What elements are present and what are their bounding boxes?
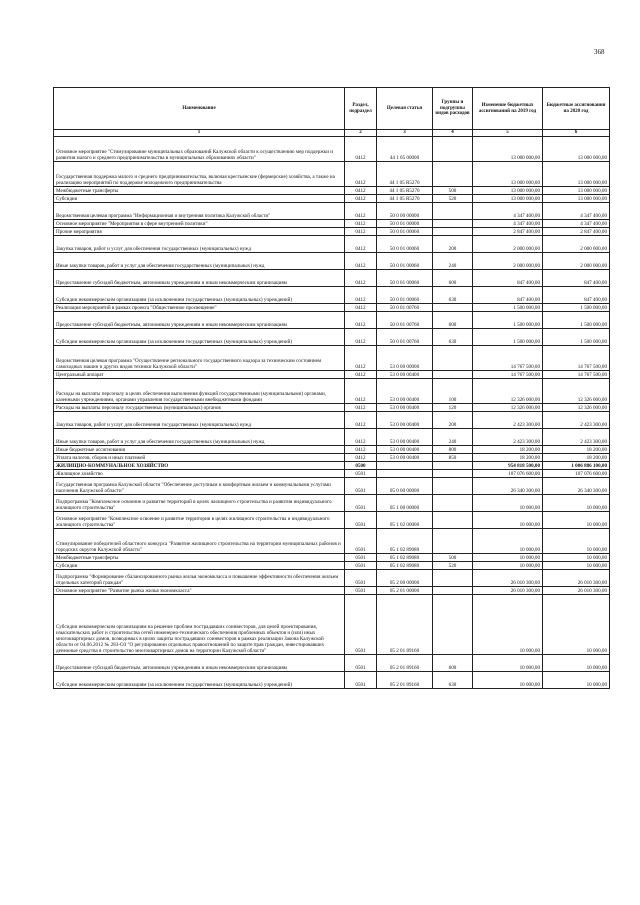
row-name: Основное мероприятие "Развитие рынка жилья экономкласса" — [54, 587, 345, 595]
row-name: Расходы на выплаты персоналу государственных (муниципальных) органов — [54, 404, 345, 412]
row-change-2019: 2 847 400,00 — [473, 228, 543, 236]
row-amount-2020: 13 000 000,00 — [543, 137, 610, 162]
row-change-2019: 10 000,00 — [473, 562, 543, 570]
row-target-article: 50 0 01 00060 — [377, 253, 433, 270]
column-number: 2 — [345, 130, 377, 137]
row-change-2019: 14 767 500,00 — [473, 371, 543, 379]
row-expense-group — [433, 462, 473, 470]
row-amount-2020: 12 326 000,00 — [543, 379, 610, 404]
row-section: 0501 — [345, 529, 377, 554]
row-change-2019: 10 000,00 — [473, 672, 543, 689]
row-expense-group: 500 — [433, 187, 473, 195]
row-section: 0501 — [345, 672, 377, 689]
row-change-2019: 2 000 000,00 — [473, 236, 543, 253]
table-body — [54, 137, 610, 689]
row-section: 0412 — [345, 220, 377, 228]
row-name: Субсидии — [54, 195, 345, 203]
table-row — [54, 137, 610, 162]
row-expense-group: 630 — [433, 329, 473, 346]
row-amount-2020: 13 000 000,00 — [543, 162, 610, 187]
row-name: Иные закупки товаров, работ и услуг для обеспечения государственных (муниципальных) нужд — [54, 253, 345, 270]
table-row — [54, 379, 610, 404]
row-change-2019: 10 000,00 — [473, 529, 543, 554]
row-amount-2020: 10 000,00 — [543, 529, 610, 554]
row-target-article: 53 0 00 00000 — [377, 346, 433, 371]
row-name: Иные бюджетные ассигнования — [54, 446, 345, 454]
row-expense-group: 120 — [433, 404, 473, 412]
row-expense-group — [433, 470, 473, 478]
row-section: 0501 — [345, 495, 377, 512]
row-name: Реализация мероприятий в рамках проекта "Общественное просвещение" — [54, 304, 345, 312]
row-change-2019: 847 400,00 — [473, 287, 543, 304]
row-name: Подпрограмма "Формирование сбалансированного рынка жилья экономкласса и повышение эффективности обеспечения жильем отдельных категорий граждан" — [54, 570, 345, 587]
row-target-article: 53 0 00 00400 — [377, 446, 433, 454]
row-change-2019: 13 000 000,00 — [473, 162, 543, 187]
row-name: Межбюджетные трансферты — [54, 554, 345, 562]
row-name: Государственная программа Калужской области "Обеспечение доступным и комфортным жильем и коммунальными услугами населения Калужской области" — [54, 478, 345, 495]
row-section: 0412 — [345, 287, 377, 304]
row-name: Предоставление субсидий бюджетным, автономным учреждениям и иным некоммерческим организациям — [54, 270, 345, 287]
table-row — [54, 312, 610, 329]
table-row — [54, 236, 610, 253]
row-expense-group — [433, 371, 473, 379]
row-amount-2020: 18 200,00 — [543, 446, 610, 454]
row-expense-group — [433, 137, 473, 162]
row-change-2019: 12 326 000,00 — [473, 404, 543, 412]
row-name: Основное мероприятие "Стимулирование муниципальных образований Калужской области к осуществлению мер поддержки и развития малого и среднего предпринимательства в муниципальных образованиях области" — [54, 137, 345, 162]
row-target-article: 53 0 00 00400 — [377, 371, 433, 379]
row-section: 0412 — [345, 270, 377, 287]
row-name: Предоставление субсидий бюджетным, автономным учреждениям и иным некоммерческим организациям — [54, 312, 345, 329]
table-row — [54, 228, 610, 236]
column-number: 3 — [377, 130, 433, 137]
row-section: 0412 — [345, 187, 377, 195]
row-target-article: 50 0 01 00060 — [377, 287, 433, 304]
row-amount-2020: 847 400,00 — [543, 287, 610, 304]
row-target-article: 53 0 00 00400 — [377, 454, 433, 462]
row-section: 0412 — [345, 346, 377, 371]
row-expense-group — [433, 587, 473, 595]
row-target-article: 50 0 01 00760 — [377, 312, 433, 329]
row-expense-group — [433, 595, 473, 655]
row-section: 0412 — [345, 304, 377, 312]
header-section: Раздел, подраздел — [345, 88, 377, 130]
row-section: 0412 — [345, 379, 377, 404]
row-name: Основное мероприятие "Мероприятия в сфере внутренней политики" — [54, 220, 345, 228]
table-row — [54, 253, 610, 270]
row-target-article: 05 1 02 89080 — [377, 562, 433, 570]
row-name: Центральный аппарат — [54, 371, 345, 379]
row-name: Иные закупки товаров, работ и услуг для обеспечения государственных (муниципальных) нужд — [54, 429, 345, 446]
table-row — [54, 220, 610, 228]
row-expense-group — [433, 570, 473, 587]
row-target-article: 44 1 05 R5270 — [377, 187, 433, 195]
row-section: 0412 — [345, 454, 377, 462]
row-name: Жилищное хозяйство — [54, 470, 345, 478]
row-amount-2020: 2 423 300,00 — [543, 412, 610, 429]
row-change-2019: 2 423 300,00 — [473, 412, 543, 429]
row-amount-2020: 2 847 400,00 — [543, 228, 610, 236]
table-row — [54, 404, 610, 412]
row-amount-2020: 847 400,00 — [543, 270, 610, 287]
column-number: 4 — [433, 130, 473, 137]
row-name: Ведомственная целевая программа "Информационная и внутренняя политика Калужской области" — [54, 203, 345, 220]
row-target-article — [377, 462, 433, 470]
row-expense-group: 600 — [433, 270, 473, 287]
table-row — [54, 346, 610, 371]
table-row — [54, 329, 610, 346]
table-row — [54, 570, 610, 587]
row-target-article: 44 1 05 R5270 — [377, 162, 433, 187]
row-name: Субсидии некоммерческим организациям на решение проблем пострадавших соинвесторов, для целей проектирования, изыскательских работ и строительства сетей инженерно-технического обеспечения проблемных объектов и (или) иных многоквартирных домов, возводимых в целях защиты пострадавших соинвесторов в рамках реализации Закона Калужской области от 04.06.2012 № 283-ОЗ "О регулировании отдельных правоотношений по защите прав граждан, инвестировавших денежные средства в строительство многоквартирных домов на территории Калужской области" — [54, 595, 345, 655]
table-row — [54, 187, 610, 195]
table-row — [54, 672, 610, 689]
row-target-article: 05 2 01 89160 — [377, 595, 433, 655]
row-expense-group: 200 — [433, 236, 473, 253]
row-amount-2020: 4 347 400,00 — [543, 220, 610, 228]
row-section: 0412 — [345, 371, 377, 379]
row-change-2019: 2 423 300,00 — [473, 429, 543, 446]
row-amount-2020: 1 500 000,00 — [543, 329, 610, 346]
row-expense-group: 800 — [433, 446, 473, 454]
row-section: 0412 — [345, 412, 377, 429]
row-name: Подпрограмма "Комплексное освоение и развитие территорий в целях жилищного строительства и развития индивидуального жилищного строительства" — [54, 495, 345, 512]
row-amount-2020: 4 347 400,00 — [543, 203, 610, 220]
row-amount-2020: 1 500 000,00 — [543, 304, 610, 312]
row-change-2019: 10 000,00 — [473, 495, 543, 512]
row-section: 0412 — [345, 228, 377, 236]
page-number: 368 — [594, 48, 605, 56]
table-row — [54, 529, 610, 554]
row-amount-2020: 10 000,00 — [543, 512, 610, 529]
column-number-row — [54, 130, 610, 137]
row-name: Расходы на выплаты персоналу в целях обеспечения выполнения функций государственными (муниципальными) органами, казенными учреждениями, органами управления государственными внебюджетными фондами — [54, 379, 345, 404]
table-row — [54, 562, 610, 570]
row-expense-group: 200 — [433, 412, 473, 429]
row-expense-group: 600 — [433, 655, 473, 672]
row-change-2019: 12 326 000,00 — [473, 379, 543, 404]
table-row — [54, 270, 610, 287]
row-target-article: 05 2 01 89160 — [377, 672, 433, 689]
row-section: 0412 — [345, 137, 377, 162]
row-name: Субсидии — [54, 562, 345, 570]
row-target-article: 50 0 01 00000 — [377, 220, 433, 228]
row-section: 0412 — [345, 162, 377, 187]
table-row — [54, 195, 610, 203]
row-target-article: 50 0 00 00000 — [377, 203, 433, 220]
row-expense-group — [433, 529, 473, 554]
row-name: Уплата налогов, сборов и иных платежей — [54, 454, 345, 462]
row-name: Субсидии некоммерческим организациям (за исключением государственных (муниципальных) учреждений) — [54, 672, 345, 689]
row-amount-2020: 1 500 000,00 — [543, 312, 610, 329]
row-amount-2020: 13 000 000,00 — [543, 187, 610, 195]
row-target-article: 05 2 01 89160 — [377, 655, 433, 672]
row-expense-group — [433, 478, 473, 495]
row-change-2019: 1 500 000,00 — [473, 304, 543, 312]
row-target-article: 05 1 02 89080 — [377, 529, 433, 554]
row-change-2019: 107 076 600,00 — [473, 470, 543, 478]
table-row — [54, 554, 610, 562]
row-target-article: 05 2 00 00000 — [377, 570, 433, 587]
row-name: Субсидии некоммерческим организациям (за исключением государственных (муниципальных) учреждений) — [54, 329, 345, 346]
row-change-2019: 847 400,00 — [473, 270, 543, 287]
row-change-2019: 4 347 400,00 — [473, 203, 543, 220]
row-expense-group — [433, 228, 473, 236]
row-target-article: 05 1 00 00000 — [377, 495, 433, 512]
row-expense-group — [433, 346, 473, 371]
row-expense-group: 600 — [433, 312, 473, 329]
table-row — [54, 462, 610, 470]
row-name: ЖИЛИЩНО-КОММУНАЛЬНОЕ ХОЗЯЙСТВО — [54, 462, 345, 470]
row-section: 0412 — [345, 404, 377, 412]
row-target-article: 50 0 01 00760 — [377, 329, 433, 346]
row-target-article: 05 2 01 00000 — [377, 587, 433, 595]
row-change-2019: 13 000 000,00 — [473, 137, 543, 162]
row-change-2019: 10 000,00 — [473, 554, 543, 562]
row-section: 0501 — [345, 587, 377, 595]
column-number: 5 — [473, 130, 543, 137]
row-change-2019: 1 500 000,00 — [473, 312, 543, 329]
table-row — [54, 429, 610, 446]
row-expense-group: 520 — [433, 195, 473, 203]
row-amount-2020: 26 010 300,00 — [543, 570, 610, 587]
row-name: Предоставление субсидий бюджетным, автономным учреждениям и иным некоммерческим организациям — [54, 655, 345, 672]
row-target-article: 05 1 02 89080 — [377, 554, 433, 562]
row-expense-group: 500 — [433, 554, 473, 562]
row-section: 0501 — [345, 562, 377, 570]
row-section: 0412 — [345, 312, 377, 329]
row-target-article: 50 0 01 00060 — [377, 270, 433, 287]
row-amount-2020: 10 000,00 — [543, 554, 610, 562]
header-group: Группы и подгруппы видов расходов — [433, 88, 473, 130]
table-row — [54, 470, 610, 478]
row-name: Стимулирование победителей областного конкурса "Развитие жилищного строительства на территории муниципальных районов и городских округов Калужской области" — [54, 529, 345, 554]
table-row — [54, 512, 610, 529]
row-target-article: 44 1 05 00000 — [377, 137, 433, 162]
row-section: 0412 — [345, 236, 377, 253]
row-name: Закупка товаров, работ и услуг для обеспечения государственных (муниципальных) нужд — [54, 236, 345, 253]
header-target: Целевая статья — [377, 88, 433, 130]
row-target-article: 50 0 01 00060 — [377, 228, 433, 236]
row-section: 0501 — [345, 655, 377, 672]
row-amount-2020: 26 010 300,00 — [543, 587, 610, 595]
table-row — [54, 371, 610, 379]
column-number: 6 — [543, 130, 610, 137]
header-change: Изменение бюджетных ассигнований на 2019 год — [473, 88, 543, 130]
table-row — [54, 595, 610, 655]
row-amount-2020: 2 000 000,00 — [543, 253, 610, 270]
table-row — [54, 495, 610, 512]
row-section: 0501 — [345, 478, 377, 495]
row-section: 0501 — [345, 570, 377, 587]
row-target-article: 05 0 00 00000 — [377, 478, 433, 495]
row-target-article — [377, 470, 433, 478]
row-amount-2020: 10 000,00 — [543, 495, 610, 512]
row-change-2019: 18 200,00 — [473, 446, 543, 454]
row-change-2019: 26 010 300,00 — [473, 570, 543, 587]
row-expense-group: 630 — [433, 287, 473, 304]
table-row — [54, 478, 610, 495]
row-change-2019: 2 000 000,00 — [473, 253, 543, 270]
row-amount-2020: 107 076 600,00 — [543, 470, 610, 478]
row-section: 0412 — [345, 446, 377, 454]
table-row — [54, 587, 610, 595]
row-expense-group — [433, 203, 473, 220]
row-section: 0501 — [345, 470, 377, 478]
row-expense-group — [433, 304, 473, 312]
row-expense-group: 240 — [433, 253, 473, 270]
row-amount-2020: 10 000,00 — [543, 655, 610, 672]
row-section: 0501 — [345, 512, 377, 529]
row-expense-group — [433, 220, 473, 228]
row-change-2019: 4 347 400,00 — [473, 220, 543, 228]
row-amount-2020: 2 423 300,00 — [543, 429, 610, 446]
row-change-2019: 26 010 300,00 — [473, 587, 543, 595]
row-name: Ведомственная целевая программа "Осуществление регионального государственного надзора за техническим состоянием самоходных машин и других видов техники Калужской области" — [54, 346, 345, 371]
row-amount-2020: 26 340 300,00 — [543, 478, 610, 495]
row-target-article: 53 0 00 00400 — [377, 429, 433, 446]
row-change-2019: 14 767 500,00 — [473, 346, 543, 371]
row-change-2019: 1 500 000,00 — [473, 329, 543, 346]
row-expense-group: 520 — [433, 562, 473, 570]
row-amount-2020: 12 326 000,00 — [543, 404, 610, 412]
row-section: 0412 — [345, 253, 377, 270]
row-name: Межбюджетные трансферты — [54, 187, 345, 195]
row-name: Закупка товаров, работ и услуг для обеспечения государственных (муниципальных) нужд — [54, 412, 345, 429]
row-change-2019: 26 340 300,00 — [473, 478, 543, 495]
row-target-article: 53 0 00 00400 — [377, 412, 433, 429]
row-section: 0501 — [345, 595, 377, 655]
table-row — [54, 454, 610, 462]
row-target-article: 53 0 00 00400 — [377, 379, 433, 404]
row-change-2019: 10 000,00 — [473, 512, 543, 529]
row-amount-2020: 13 000 000,00 — [543, 195, 610, 203]
row-amount-2020: 10 000,00 — [543, 595, 610, 655]
row-name: Основное мероприятие "Комплексное освоение и развитие территории в целях жилищного строительства и индивидуального жилищного строительства" — [54, 512, 345, 529]
row-amount-2020: 14 767 500,00 — [543, 346, 610, 371]
table-row — [54, 304, 610, 312]
row-section: 0412 — [345, 329, 377, 346]
row-target-article: 44 1 05 R5270 — [377, 195, 433, 203]
table-header-row — [54, 88, 610, 130]
row-expense-group: 630 — [433, 672, 473, 689]
budget-table — [53, 87, 610, 689]
row-expense-group — [433, 162, 473, 187]
row-amount-2020: 18 200,00 — [543, 454, 610, 462]
header-amount: Бюджетные ассигнования на 2020 год — [543, 88, 610, 130]
row-change-2019: 10 000,00 — [473, 595, 543, 655]
row-target-article: 05 1 02 00000 — [377, 512, 433, 529]
row-change-2019: 10 000,00 — [473, 655, 543, 672]
row-change-2019: 954 818 500,00 — [473, 462, 543, 470]
row-name: Государственная поддержка малого и среднего предпринимательства, включая крестьянские (фермерские) хозяйства, а также на реализацию мероприятий по поддержке молодежного предпринимательства — [54, 162, 345, 187]
row-expense-group: 100 — [433, 379, 473, 404]
table-row — [54, 287, 610, 304]
row-target-article: 50 0 01 00060 — [377, 236, 433, 253]
row-amount-2020: 10 000,00 — [543, 562, 610, 570]
table-row — [54, 162, 610, 187]
row-change-2019: 13 000 000,00 — [473, 187, 543, 195]
row-amount-2020: 2 000 000,00 — [543, 236, 610, 253]
row-amount-2020: 10 000,00 — [543, 672, 610, 689]
table-row — [54, 412, 610, 429]
header-name: Наименование — [54, 88, 345, 130]
row-section: 0412 — [345, 429, 377, 446]
row-amount-2020: 14 767 500,00 — [543, 371, 610, 379]
row-target-article: 53 0 00 00400 — [377, 404, 433, 412]
row-expense-group — [433, 495, 473, 512]
table-row — [54, 655, 610, 672]
row-section: 0412 — [345, 195, 377, 203]
row-expense-group: 240 — [433, 429, 473, 446]
row-expense-group: 850 — [433, 454, 473, 462]
table-row — [54, 446, 610, 454]
row-expense-group — [433, 512, 473, 529]
row-section: 0500 — [345, 462, 377, 470]
row-change-2019: 18 200,00 — [473, 454, 543, 462]
row-section: 0412 — [345, 203, 377, 220]
row-target-article: 50 0 01 00760 — [377, 304, 433, 312]
row-change-2019: 13 000 000,00 — [473, 195, 543, 203]
row-section: 0501 — [345, 554, 377, 562]
row-amount-2020: 1 006 886 100,00 — [543, 462, 610, 470]
table-row — [54, 203, 610, 220]
row-name: Прочие мероприятия — [54, 228, 345, 236]
column-number: 1 — [54, 130, 345, 137]
row-name: Субсидии некоммерческим организациям (за исключением государственных (муниципальных) учреждений) — [54, 287, 345, 304]
